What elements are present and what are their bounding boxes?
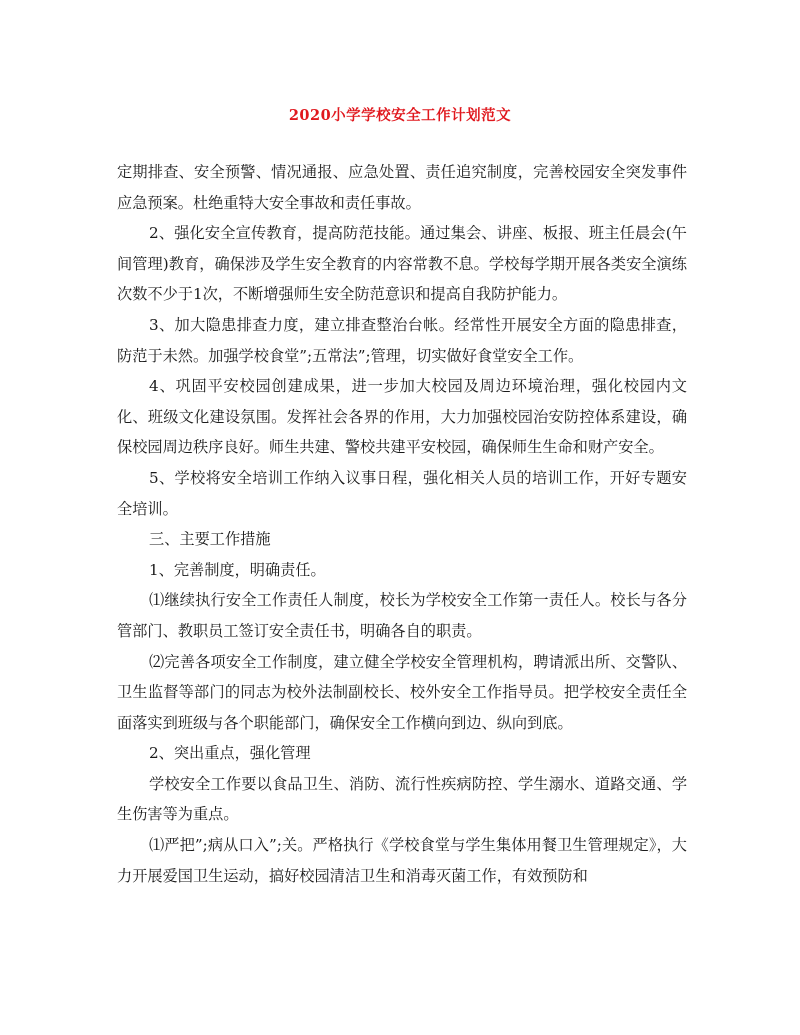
- paragraph: 5、学校将安全培训工作纳入议事日程，强化相关人员的培训工作，开好专题安全培训。: [117, 468, 687, 518]
- paragraph: ⑴严把”;病从口入”;关。严格执行《学校食堂与学生集体用餐卫生管理规定》，大力开展爱国卫生运动，搞好校园清洁卫生和消毒灭菌工作，有效预防和: [117, 836, 687, 885]
- paragraph: 2、突出重点，强化管理: [149, 744, 311, 763]
- paragraph: 三、主要工作措施: [149, 530, 271, 549]
- paragraph: 学校安全工作要以食品卫生、消防、流行性疾病防控、学生溺水、道路交通、学生伤害等为重点。: [117, 774, 687, 824]
- paragraph: 1、完善制度，明确责任。: [149, 560, 326, 579]
- paragraph: 4、巩固平安校园创建成果，进一步加大校园及周边环境治理，强化校园内文化、班级文化建设氛围。发挥社会各界的作用，大力加强校园治安防控体系建设，确保校园周边秩序良好。师生共建、警校共建平安校园，确保师生生命和财产安全。: [117, 377, 687, 457]
- document-title: 2020小学学校安全工作计划范文: [288, 107, 512, 124]
- paragraph: 2、强化安全宣传教育，提高防范技能。通过集会、讲座、板报、班主任晨会(午间管理)教育，确保涉及学生安全教育的内容常教不息。学校每学期开展各类安全演练次数不少于1次，不断增强师生安全防范意识和提高自我防护能力。: [117, 224, 687, 304]
- paragraph: 3、加大隐患排查力度，建立排查整治台帐。经常性开展安全方面的隐患排查，防范于未然。加强学校食堂”;五常法”;管理，切实做好食堂安全工作。: [117, 315, 687, 365]
- paragraph: ⑴继续执行安全工作责任人制度，校长为学校安全工作第一责任人。校长与各分管部门、教职员工签订安全责任书，明确各自的职责。: [117, 591, 687, 640]
- paragraph: 定期排查、安全预警、情况通报、应急处置、责任追究制度，完善校园安全突发事件应急预案。杜绝重特大安全事故和责任事故。: [117, 163, 687, 212]
- paragraph: ⑵完善各项安全工作制度，建立健全学校安全管理机构，聘请派出所、交警队、卫生监督等部门的同志为校外法制副校长、校外安全工作指导员。把学校安全责任全面落实到班级与各个职能部门，确保安全工作横向到边、纵向到底。: [117, 652, 687, 732]
- document-body: [117, 157, 687, 891]
